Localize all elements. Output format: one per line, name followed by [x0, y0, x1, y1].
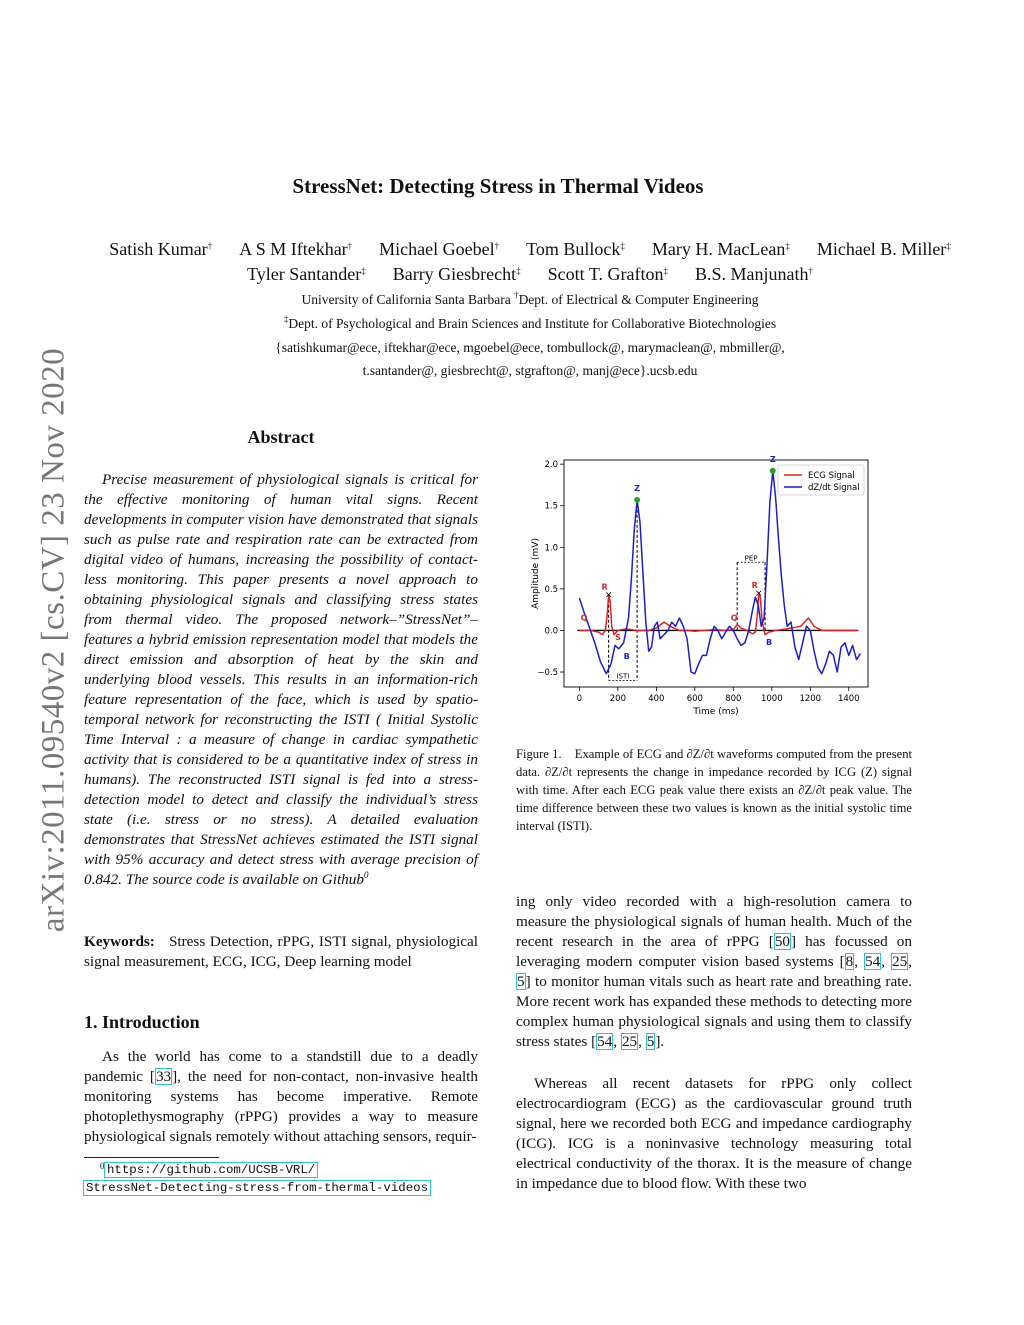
- r-peak-marker: ×: [604, 590, 613, 601]
- point-label: S: [615, 632, 621, 642]
- point-label: Z: [634, 483, 641, 493]
- point-label: Q: [580, 613, 588, 623]
- x-axis-label: Time (ms): [693, 707, 739, 717]
- email-line-2: t.santander@, giesbrecht@, stgrafton@, manj@ece}.ucsb.edu: [362, 363, 698, 378]
- y-tick-label: 0.5: [544, 584, 558, 595]
- right-column-paragraph-2: Whereas all recent datasets for rPPG only collect electrocardiogram (ECG) as the cardiovascular ground truth signal, here we recorded both ECG and impedance cardiography (ICG). ICG is a noninvasive technology measuring total electrical conductivity of the thorax. It is the measure of change in impedance due to blood flow. With these two: [516, 1075, 912, 1192]
- author-line-1: [0, 239, 1024, 260]
- author-affiliation-mark: ‡: [620, 241, 625, 251]
- author-name: Michael B. Miller: [816, 239, 947, 259]
- footnote-marker: 0: [363, 870, 369, 880]
- author-name: Mary H. MacLean: [651, 239, 786, 259]
- citation-link[interactable]: 25: [892, 953, 908, 970]
- author-name: B.S. Manjunath: [694, 264, 809, 284]
- x-tick-label: 200: [609, 694, 626, 704]
- citation-link[interactable]: 50: [774, 933, 790, 950]
- affiliation-line-2: ‡Dept. of Psychological and Brain Sciences and Institute for Collaborative Biotechnologies: [283, 314, 777, 331]
- author-affiliation-mark: ‡: [516, 266, 521, 276]
- citation-link[interactable]: 54: [865, 953, 881, 970]
- x-tick-label: 0: [576, 694, 583, 704]
- y-tick-label: −0.5: [537, 668, 558, 679]
- author-name: Tom Bullock: [526, 239, 621, 259]
- x-tick-label: 1200: [799, 694, 822, 704]
- author-affiliation-mark: ‡: [946, 241, 951, 251]
- keywords: Keywords: Stress Detection, rPPG, ISTI signal, physiological signal measurement, ECG, ICG, Deep learning model: [84, 933, 478, 970]
- point-label: Q: [730, 613, 738, 623]
- citation-link[interactable]: 5: [517, 973, 525, 990]
- point-label: B: [623, 652, 630, 662]
- author-affiliation-mark: ‡: [663, 266, 668, 276]
- interval-label: PEP: [744, 554, 758, 563]
- citation-link[interactable]: 25: [621, 1033, 638, 1050]
- author-name: Tyler Santander: [247, 264, 362, 284]
- author-name: Scott T. Grafton: [547, 264, 664, 284]
- point-label: B: [766, 637, 773, 647]
- point-label: R: [601, 582, 608, 592]
- author-name: A S M Iftekhar: [239, 239, 348, 259]
- point-label: R: [751, 581, 758, 591]
- author-name: Barry Giesbrecht: [392, 264, 517, 284]
- abstract-text: Precise measurement of physiological signals is critical for the effective monitoring of human vital signs. Recent developments in computer vision have demonstrated that signals such as pulse rate and respiration rate can be extracted from digital video of humans, increasing the possibility of contact-less monitoring. This paper presents a novel approach to obtaining physiological signals and classifying stress states from thermal video. The proposed network–”StressNet”–features a hybrid emission representation model that models the direct emission and absorption of heat by the skin and underlying blood vessels. This results in an information-rich feature representation of the face, which is used by spatio-temporal network for reconstructing the ISTI ( Initial Systolic Time Interval : a measure of change in cardiac sympathetic activity that is considered to be a quantitative index of stress in humans). The reconstructed ISTI signal is fed into a stress-detection model to detect and classify the individual’s stress state (i.e. stress or no stress). A detailed evaluation demonstrates that StressNet achieves estimated the ISTI signal with 95% accuracy and detect stress with average precision of 0.842. The source code is available on Github$^0$: [84, 471, 478, 888]
- right-column-paragraph-1: ing only video recorded with a high-resolution camera to measure the physiological signals of human health. Much of the recent research in the area of rPPG [50] has focussed on leveraging modern computer vision based systems [8, 54, 25, 5] to monitor human vitals such as heart rate and breathing rate. More recent work has expanded these methods to detecting more complex human physiological signals and using them to classify stress states [54, 25, 5].: [516, 893, 913, 1050]
- footnote-rule: [84, 1157, 219, 1158]
- author-affiliation-mark: †: [207, 241, 213, 251]
- point-label: Z: [769, 455, 776, 464]
- z-peak-marker: [634, 497, 640, 503]
- author-affiliation-mark: †: [347, 241, 353, 251]
- z-peak-marker: [770, 468, 776, 474]
- figure-caption: Figure 1. Example of ECG and ∂Z/∂t waveforms computed from the present data. ∂Z/∂t represents the change in impedance recorded by ICG (Z) signal with time. After each ECG peak value there exists an ∂Z/∂t peak value. The time difference between these two values is known as the initial systolic time interval (ISTI).: [516, 747, 912, 833]
- citation-link[interactable]: 5: [646, 1033, 655, 1050]
- introduction-paragraph: As the world has come to a standstill due to a deadly pandemic [33], the need for non-contact, non-invasive health monitoring systems has become imperative. Remote photoplethysmography (rPPG) provides a way to measure physiological signals remotely without attaching sensors, requir-: [84, 1048, 478, 1145]
- y-axis-label: Amplitude (mV): [531, 538, 541, 609]
- email-line-1: {satishkumar@ece, iftekhar@ece, mgoebel@ece, tombullock@, marymaclean@, mbmiller@,: [275, 340, 785, 355]
- ecg-dzdt-chart: [516, 455, 916, 725]
- author-affiliation-mark: †: [494, 241, 500, 251]
- citation-link[interactable]: 33: [155, 1068, 172, 1085]
- footnote-mark: 0: [100, 1161, 105, 1171]
- author-affiliation-mark: †: [808, 266, 813, 276]
- author-affiliation-mark: ‡: [785, 241, 790, 251]
- series-line-dz-dt-signal: [579, 471, 860, 674]
- legend-entry: dZ/dt Signal: [808, 483, 860, 493]
- x-tick-label: 600: [686, 694, 703, 704]
- x-tick-label: 400: [648, 694, 665, 704]
- citation-link[interactable]: 8: [845, 953, 854, 970]
- x-tick-label: 1400: [837, 694, 860, 704]
- interval-label: ISTI: [616, 672, 630, 681]
- citation-link[interactable]: 54: [597, 1033, 613, 1050]
- footnote-url-line-2[interactable]: StressNet-Detecting-stress-from-thermal-videos: [83, 1178, 431, 1196]
- x-tick-label: 800: [725, 694, 742, 704]
- y-tick-label: 1.0: [544, 543, 558, 554]
- introduction-heading: 1. Introduction: [84, 1012, 200, 1032]
- author-affiliation-mark: ‡: [361, 266, 366, 276]
- author-name: Satish Kumar: [109, 239, 208, 259]
- abstract-heading: Abstract: [247, 427, 315, 447]
- affiliation-line-1: University of California Santa Barbara †Dept. of Electrical & Computer Engineering: [301, 290, 759, 307]
- paper-title: StressNet: Detecting Stress in Thermal Videos: [292, 174, 704, 198]
- y-tick-label: 1.5: [544, 501, 558, 512]
- y-tick-label: 2.0: [544, 460, 558, 471]
- arxiv-identifier: arXiv:2011.09540v2 [cs.CV] 23 Nov 2020: [35, 347, 72, 933]
- r-peak-marker: ×: [754, 589, 763, 600]
- series-line-ecg-signal: [579, 590, 858, 635]
- x-tick-label: 1000: [760, 694, 783, 704]
- author-line-2: [0, 264, 1024, 285]
- legend-entry: ECG Signal: [808, 471, 855, 481]
- y-tick-label: 0.0: [544, 626, 558, 637]
- author-name: Michael Goebel: [379, 239, 495, 259]
- footnote-url-line-1[interactable]: https://github.com/UCSB-VRL/: [104, 1160, 318, 1178]
